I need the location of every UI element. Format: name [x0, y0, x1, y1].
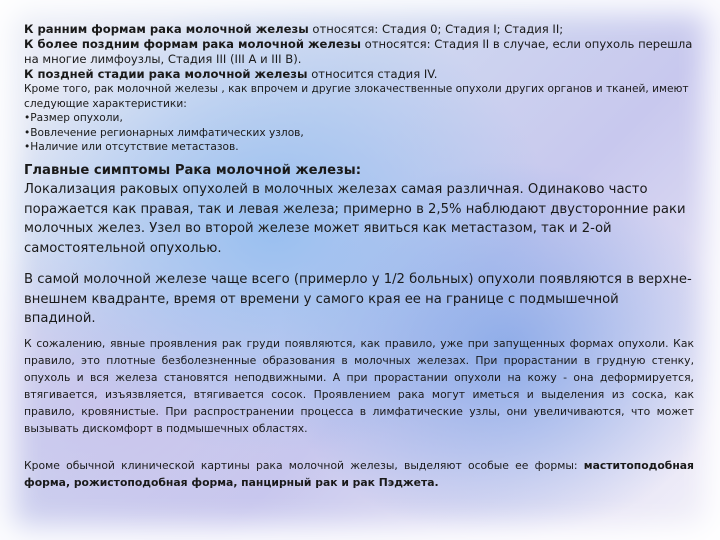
characteristic-item: •Размер опухоли, [24, 112, 123, 124]
characteristics-intro: Кроме того, рак молочной железы , как впрочем и другие злокачественные опухоли других органов и тканей, имеют следующие характеристики: [24, 83, 689, 110]
stages-early [24, 22, 694, 37]
characteristic-item: •Наличие или отсутствие метастазов. [24, 141, 239, 153]
stages-early-label: К ранним формам рака молочной железы [24, 22, 309, 36]
characteristic-item: •Вовлечение регионарных лимфатических узлов, [24, 126, 304, 139]
manifestations-paragraph: К сожалению, явные проявления рак груди появляются, как правило, уже при запущенных формах опухоли. Как правило, это плотные безболезненные образования в молочных железах. При прорастании в грудную стенку, опухоль и вся железа становятся неподвижными. А при прорастании опухоли на кожу - она деформируется, втягивается, изъязвляется, втягивается сосок. Проявлением рака могут иметься и выделения из соска, как правило, кровянистые. При распространении процесса в лимфатические узлы, они увеличиваются, что может вызывать дискомфорт в подмышечных областях. [24, 336, 694, 435]
stages-later-text: относятся: Стадия II в случае, если опухоль перешла на многие лимфоузлы, Стадия III (III A и III B). [24, 37, 693, 66]
stages-late-text: относится стадия IV. [307, 67, 438, 81]
symptoms-heading: Главные симптомы Рака молочной железы: [24, 162, 361, 178]
special-forms-paragraph [24, 457, 694, 491]
localization-paragraph: Локализация раковых опухолей в молочных железах самая различная. Одинаково часто поражается как правая, так и левая железа; примерно в 2,5% наблюдают двусторонние раки молочных желез. Узел во второй железе может явиться как метастазом, так и 2-ой самостоятельной опухолью. [24, 182, 686, 256]
special-forms-list: маститоподобная форма, рожистоподобная форма, панцирный рак и рак Пэджета. [24, 458, 694, 489]
slide-content [24, 22, 694, 491]
stages-later [24, 37, 694, 67]
stages-later-label: К более поздним формам рака молочной железы [24, 37, 361, 51]
stages-late-label: К поздней стадии рака молочной железы [24, 67, 308, 81]
quadrant-paragraph: В самой молочной железе чаще всего (примерло у 1/2 больных) опухоли появляются в верхне-внешнем квадранте, время от времени у самого края ее на границе с подмышечной впадиной. [24, 272, 692, 326]
stages-late [24, 67, 694, 82]
stages-early-text: относятся: Стадия 0; Стадия I; Стадия II; [308, 22, 564, 36]
special-forms-text: Кроме обычной клинической картины рака молочной железы, выделяют особые ее формы: [24, 458, 584, 472]
